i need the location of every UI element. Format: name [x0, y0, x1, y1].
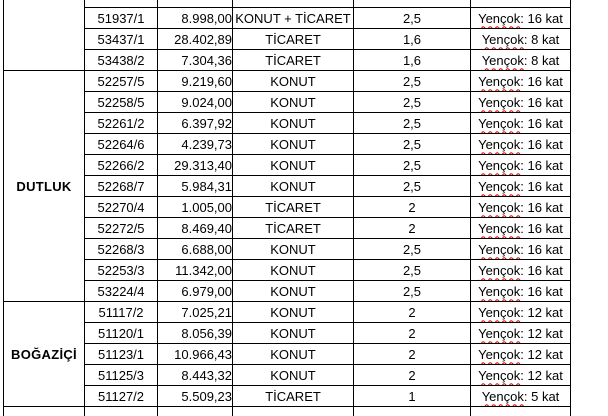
table-row — [4, 302, 571, 323]
landuse-cell: KONUT — [233, 134, 354, 155]
density-cell: 2 — [354, 323, 471, 344]
parcel-cell: 51123/1 — [85, 344, 158, 365]
table-row — [4, 155, 571, 176]
landuse-cell: KONUT — [233, 239, 354, 260]
landuse-cell: KONUT — [233, 281, 354, 302]
height-limit-cell: Yençok: 16 kat — [471, 92, 571, 113]
landuse-cell: KONUT — [233, 176, 354, 197]
area-cell: 9.219,60 — [158, 71, 233, 92]
area-cell — [158, 0, 233, 8]
density-cell: 2 — [354, 365, 471, 386]
density-cell: 2,5 — [354, 92, 471, 113]
yencok-word: Yençok — [478, 115, 521, 131]
parcel-cell: 52258/5 — [85, 92, 158, 113]
density-cell: 2,5 — [354, 113, 471, 134]
density-cell: 2,5 — [354, 155, 471, 176]
table-row — [4, 281, 571, 302]
height-limit-cell: Yençok: 8 kat — [471, 50, 571, 71]
yencok-word: Yençok — [478, 367, 521, 383]
area-cell: 28.402,89 — [158, 29, 233, 50]
landuse-cell: KONUT — [233, 92, 354, 113]
region-cell: DUTLUK — [4, 71, 85, 302]
yencok-word: Yençok — [481, 31, 524, 47]
landuse-cell: KONUT — [233, 365, 354, 386]
table-row — [4, 407, 571, 416]
table-row — [4, 260, 571, 281]
density-cell: 2 — [354, 218, 471, 239]
landuse-cell: TİCARET — [233, 50, 354, 71]
area-cell: 6.397,92 — [158, 113, 233, 134]
height-limit-cell: Yençok: 16 kat — [471, 176, 571, 197]
height-limit-cell: Yençok: 16 kat — [471, 113, 571, 134]
density-cell: 2,5 — [354, 260, 471, 281]
landuse-cell: KONUT — [233, 71, 354, 92]
zoning-table — [3, 0, 571, 416]
table-row — [4, 113, 571, 134]
density-cell: 2,5 — [354, 71, 471, 92]
landuse-cell: TİCARET — [233, 218, 354, 239]
density-cell — [354, 0, 471, 8]
parcel-cell: 52257/5 — [85, 71, 158, 92]
density-cell: 2,5 — [354, 176, 471, 197]
area-cell: 8.056,39 — [158, 323, 233, 344]
area-cell: 5.509,23 — [158, 386, 233, 407]
density-cell — [354, 407, 471, 416]
parcel-cell: 52266/2 — [85, 155, 158, 176]
table-row — [4, 8, 571, 29]
landuse-cell — [233, 407, 354, 416]
parcel-cell: 52268/3 — [85, 239, 158, 260]
yencok-word: Yençok — [478, 94, 521, 110]
height-limit-cell: Yençok: 8 kat — [471, 29, 571, 50]
yencok-word: Yençok — [478, 178, 521, 194]
landuse-cell: KONUT — [233, 113, 354, 134]
table-row — [4, 92, 571, 113]
landuse-cell: TİCARET — [233, 29, 354, 50]
parcel-cell: 52264/6 — [85, 134, 158, 155]
parcel-cell: 53437/1 — [85, 29, 158, 50]
yencok-word: Yençok — [478, 283, 521, 299]
landuse-cell: KONUT — [233, 155, 354, 176]
table-row — [4, 239, 571, 260]
height-limit-cell: Yençok: 16 kat — [471, 281, 571, 302]
height-limit-cell: Yençok: 16 kat — [471, 197, 571, 218]
landuse-cell: TİCARET — [233, 386, 354, 407]
density-cell: 1,6 — [354, 50, 471, 71]
height-limit-cell: Yençok: 16 kat — [471, 218, 571, 239]
area-cell: 4.239,73 — [158, 134, 233, 155]
parcel-cell: 52272/5 — [85, 218, 158, 239]
landuse-cell: KONUT — [233, 302, 354, 323]
yencok-word: Yençok — [478, 262, 521, 278]
table-row — [4, 50, 571, 71]
table-row — [4, 218, 571, 239]
landuse-cell — [233, 0, 354, 8]
height-limit-cell: Yençok: 12 kat — [471, 323, 571, 344]
table-row — [4, 29, 571, 50]
area-cell: 5.984,31 — [158, 176, 233, 197]
area-cell: 8.443,32 — [158, 365, 233, 386]
height-limit-cell: Yençok: 12 kat — [471, 365, 571, 386]
height-limit-cell: Yençok: 16 kat — [471, 239, 571, 260]
yencok-word: Yençok — [478, 241, 521, 257]
parcel-cell: 52253/3 — [85, 260, 158, 281]
height-limit-cell: Yençok: 12 kat — [471, 302, 571, 323]
area-cell: 8.469,40 — [158, 218, 233, 239]
table-row — [4, 197, 571, 218]
area-cell: 7.304,36 — [158, 50, 233, 71]
yencok-word: Yençok — [478, 10, 521, 26]
area-cell: 8.998,00 — [158, 8, 233, 29]
area-cell: 10.966,43 — [158, 344, 233, 365]
density-cell: 2 — [354, 344, 471, 365]
yencok-word: Yençok — [478, 220, 521, 236]
yencok-word: Yençok — [478, 346, 521, 362]
area-cell: 7.025,21 — [158, 302, 233, 323]
parcel-cell: 51127/2 — [85, 386, 158, 407]
area-cell: 29.313,40 — [158, 155, 233, 176]
area-cell: 9.024,00 — [158, 92, 233, 113]
area-cell: 6.979,00 — [158, 281, 233, 302]
yencok-word: Yençok — [478, 136, 521, 152]
table-row — [4, 365, 571, 386]
density-cell: 2,5 — [354, 239, 471, 260]
landuse-cell: TİCARET — [233, 197, 354, 218]
region-cell — [4, 0, 85, 71]
parcel-cell: 51125/3 — [85, 365, 158, 386]
parcel-cell — [85, 0, 158, 8]
landuse-cell: KONUT — [233, 344, 354, 365]
density-cell: 2,5 — [354, 281, 471, 302]
parcel-cell: 52268/7 — [85, 176, 158, 197]
yencok-word: Yençok — [478, 304, 521, 320]
parcel-cell: 51937/1 — [85, 8, 158, 29]
yencok-word: Yençok — [478, 199, 521, 215]
density-cell: 2,5 — [354, 134, 471, 155]
height-limit-cell — [471, 0, 571, 8]
landuse-cell: KONUT — [233, 260, 354, 281]
density-cell: 2,5 — [354, 8, 471, 29]
area-cell: 11.342,00 — [158, 260, 233, 281]
parcel-cell: 52261/2 — [85, 113, 158, 134]
table-row — [4, 344, 571, 365]
area-cell: 6.688,00 — [158, 239, 233, 260]
height-limit-cell: Yençok: 12 kat — [471, 344, 571, 365]
height-limit-cell: Yençok: 16 kat — [471, 71, 571, 92]
yencok-word: Yençok — [478, 325, 521, 341]
density-cell: 2 — [354, 302, 471, 323]
density-cell: 1 — [354, 386, 471, 407]
area-cell — [158, 407, 233, 416]
parcel-cell — [85, 407, 158, 416]
yencok-word: Yençok — [481, 52, 524, 68]
height-limit-cell: Yençok: 16 kat — [471, 260, 571, 281]
landuse-cell: KONUT — [233, 323, 354, 344]
table-row — [4, 323, 571, 344]
height-limit-cell: Yençok: 16 kat — [471, 8, 571, 29]
yencok-word: Yençok — [478, 73, 521, 89]
density-cell: 2 — [354, 197, 471, 218]
height-limit-cell: Yençok: 5 kat — [471, 386, 571, 407]
parcel-cell: 53438/2 — [85, 50, 158, 71]
height-limit-cell: Yençok: 16 kat — [471, 134, 571, 155]
table-row — [4, 176, 571, 197]
landuse-cell: KONUT + TİCARET — [233, 8, 354, 29]
yencok-word: Yençok — [481, 388, 524, 404]
table-row — [4, 134, 571, 155]
area-cell: 1.005,00 — [158, 197, 233, 218]
height-limit-cell: Yençok: 16 kat — [471, 155, 571, 176]
region-cell: BOĞAZİÇİ — [4, 302, 85, 407]
height-limit-cell — [471, 407, 571, 416]
region-cell — [4, 407, 85, 416]
parcel-cell: 53224/4 — [85, 281, 158, 302]
table-row — [4, 0, 571, 8]
parcel-cell: 52270/4 — [85, 197, 158, 218]
table-row — [4, 386, 571, 407]
table-row — [4, 71, 571, 92]
parcel-cell: 51120/1 — [85, 323, 158, 344]
yencok-word: Yençok — [478, 157, 521, 173]
density-cell: 1,6 — [354, 29, 471, 50]
parcel-cell: 51117/2 — [85, 302, 158, 323]
